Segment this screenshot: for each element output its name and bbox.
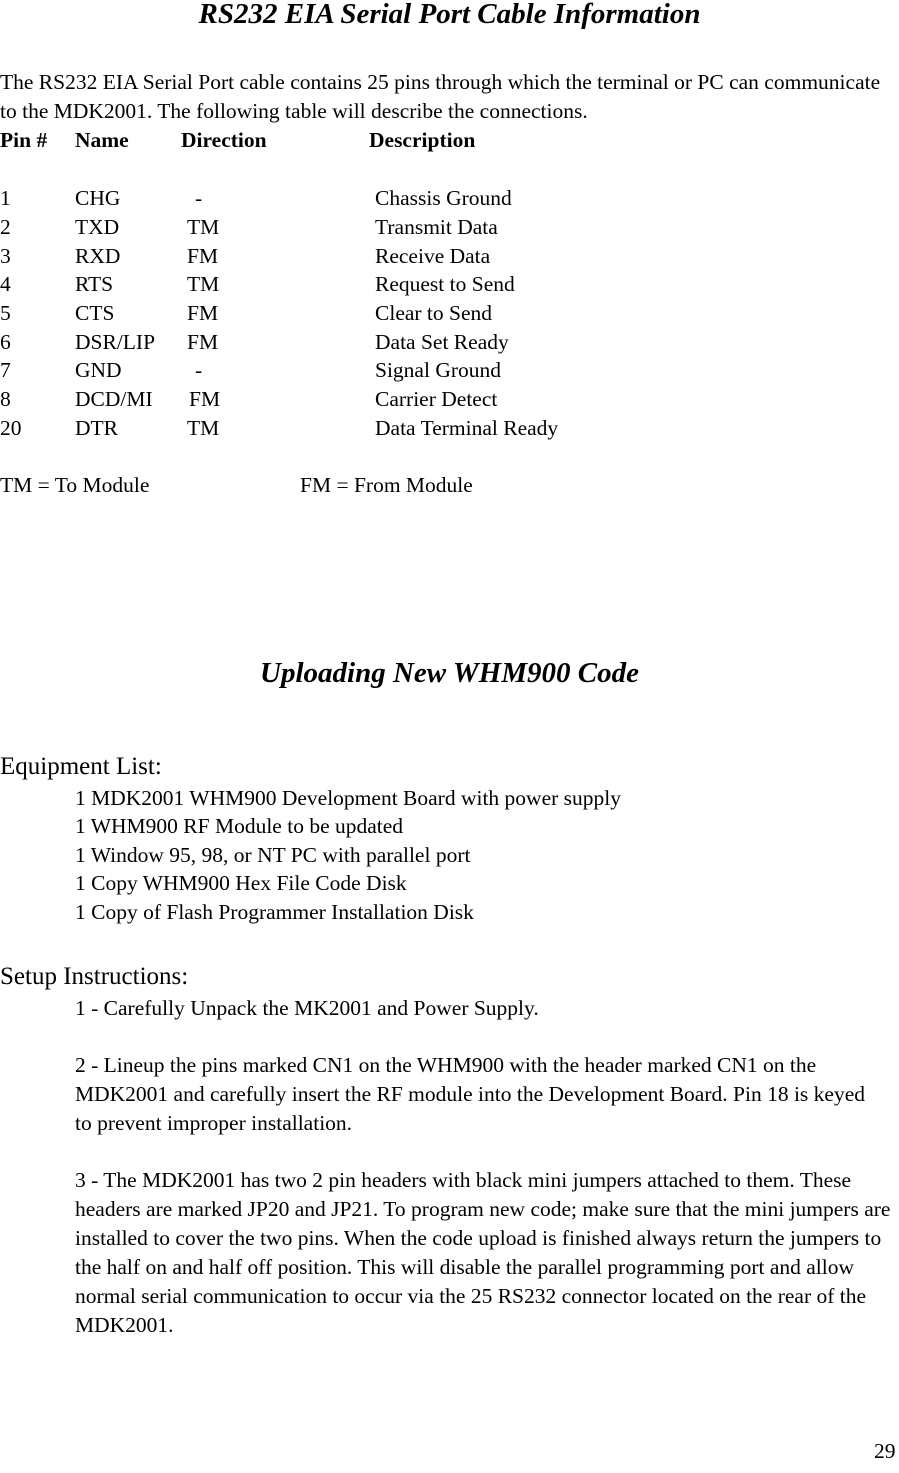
table-row [0,328,899,357]
setup-step-3: 3 - The MDK2001 has two 2 pin headers with black mini jumpers attached to them. These headers are marked JP20 and JP21. To program new code; make sure that the mini jumpers are installed to cover the two pins. When the code upload is finished always return the jumpers to the half on and half off position. This will disable the parallel programming port and allow normal serial communication to occur via the 25 RS232 connector located on the rear of the MDK2001. [75,1168,891,1337]
setup-step-1: 1 - Carefully Unpack the MK2001 and Power Supply. [75,996,539,1020]
table-row [0,385,899,414]
header-name: Name [75,128,129,152]
row-pin: 20 [0,416,22,440]
table-header [0,126,899,155]
page-title: RS232 EIA Serial Port Cable Information [198,0,701,30]
row-pin: 4 [0,272,11,296]
list-item: 1 Copy of Flash Programmer Installation Disk [75,900,474,924]
row-name: RXD [75,244,121,268]
table-row [0,414,899,443]
row-pin: 2 [0,215,11,239]
table-row [0,184,899,213]
row-description: Request to Send [375,272,515,296]
row-name: CHG [75,186,121,210]
row-pin: 8 [0,387,11,411]
row-name: DTR [75,416,118,440]
row-pin: 6 [0,330,11,354]
list-item: 1 WHM900 RF Module to be updated [75,814,404,838]
row-pin: 1 [0,186,11,210]
legend [0,471,899,500]
header-description: Description [369,128,476,152]
row-pin: 7 [0,358,11,382]
header-direction: Direction [181,128,267,152]
row-name: CTS [75,301,115,325]
row-name: TXD [75,215,120,239]
row-direction: TM [187,416,220,440]
intro-paragraph: The RS232 EIA Serial Port cable contains 25 pins through which the terminal or PC can communicate to the MDK2001. The following table will describe the connections. [0,70,881,123]
list-item: 1 MDK2001 WHM900 Development Board with power supply [75,786,622,810]
row-description: Receive Data [375,244,491,268]
row-description: Data Terminal Ready [375,416,559,440]
legend-tm: TM = To Module [0,473,150,497]
row-direction: FM [187,244,219,268]
table-row [0,299,899,328]
row-direction: TM [187,215,220,239]
row-description: Transmit Data [375,215,498,239]
section-title: Uploading New WHM900 Code [260,657,639,689]
row-pin: 5 [0,301,11,325]
row-direction: - [195,186,203,210]
setup-heading: Setup Instructions: [0,963,189,990]
row-direction: FM [187,301,219,325]
setup-step-2: 2 - Lineup the pins marked CN1 on the WHM900 with the header marked CN1 on the MDK2001 and carefully insert the RF module into the Development Board. Pin 18 is keyed to prevent improper installation. [75,1053,865,1135]
table-row [0,242,899,271]
list-item: 1 Copy WHM900 Hex File Code Disk [75,871,407,895]
row-name: DCD/MI [75,387,153,411]
row-description: Signal Ground [375,358,502,382]
row-direction: TM [187,272,220,296]
row-name: DSR/LIP [75,330,156,354]
legend-fm: FM = From Module [300,473,473,497]
header-pin: Pin # [0,128,48,152]
equipment-heading: Equipment List: [0,753,162,780]
row-description: Data Set Ready [375,330,509,354]
row-description: Chassis Ground [375,186,512,210]
page-number: 29 [874,1439,896,1463]
row-description: Carrier Detect [375,387,498,411]
table-row [0,270,899,299]
row-direction: - [195,358,203,382]
row-name: GND [75,358,122,382]
row-name: RTS [75,272,114,296]
table-row [0,213,899,242]
row-pin: 3 [0,244,11,268]
row-description: Clear to Send [375,301,493,325]
row-direction: FM [187,330,219,354]
list-item: 1 Window 95, 98, or NT PC with parallel port [75,843,471,867]
row-direction: FM [189,387,221,411]
table-row [0,356,899,385]
